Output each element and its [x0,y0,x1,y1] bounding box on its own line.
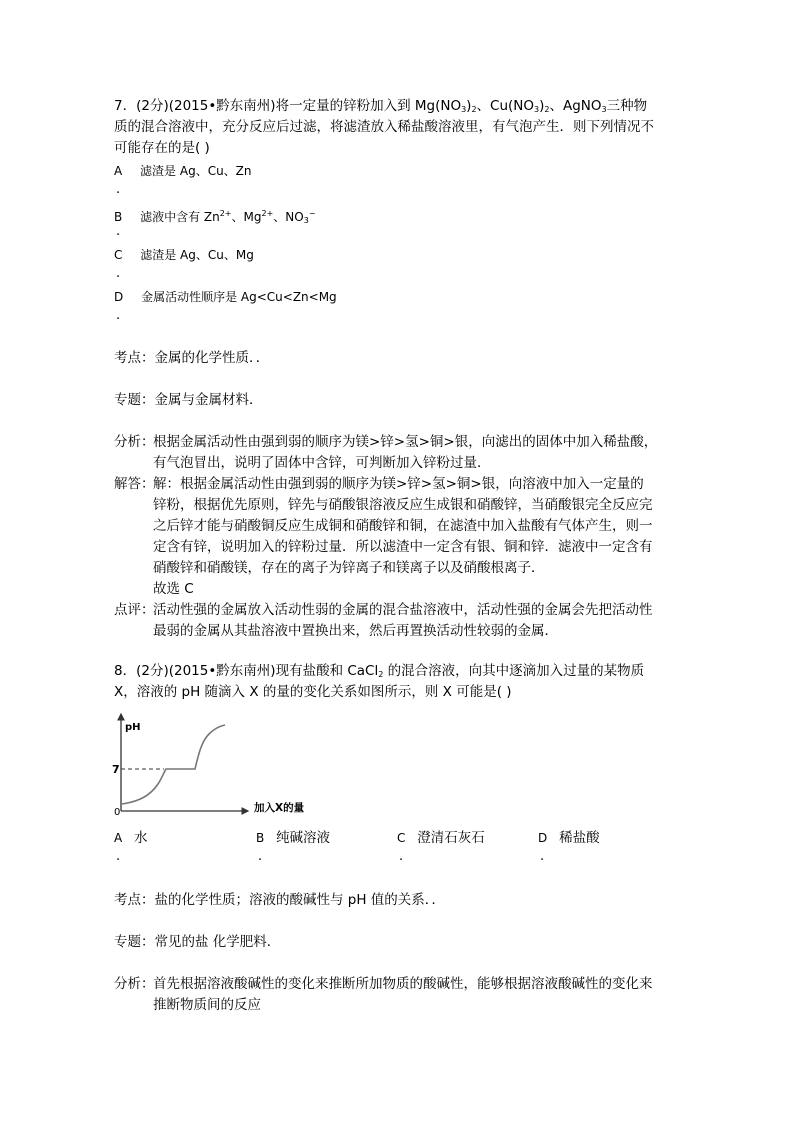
q8-option-a[interactable] [114,828,148,849]
y-axis-label: pH [125,722,141,733]
q8-option-b[interactable] [256,828,330,849]
option-dot: . [258,849,263,864]
sup: 2+ [219,209,232,218]
text-pre: 滤液中含有 Zn [140,210,220,224]
q7-jieda-line: 锌粉，根据优先原则，锌先与硝酸银溶液反应生成银和硝酸锌，当硝酸银完全反应完 [153,497,653,513]
q8-fenxi-label: 分析： [114,976,155,992]
x-axis-label: 加入X的量 [254,802,305,814]
option-text [140,210,315,224]
option-dot: . [116,224,121,239]
q7-jieda-line: 之后锌才能与硝酸铜反应生成铜和硝酸锌和铜，在滤渣中加入盐酸有气体产生，则一 [153,518,653,534]
q7-jieda-line: 定含有锌，说明加入的锌粉过量．所以滤渣中一定含有银、铜和锌．滤液中一定含有 [153,539,653,555]
q7-option-b[interactable] [114,203,316,231]
q7-kaodian: 考点：金属的化学性质．． [114,350,270,366]
option-dot: . [540,849,545,864]
q7-dianping-line: 活动性强的金属放入活动性弱的金属的混合盐溶液中，活动性强的金属会先把活动性 [153,602,653,618]
option-text: 稀盐酸 [559,830,600,846]
q7-fenxi-line: 根据金属活动性由强到弱的顺序为镁>锌>氢>铜>银，向滤出的固体中加入稀盐酸， [153,434,658,450]
option-letter: B [114,210,123,224]
q7-number: 7．(2分)(2015•黔东南州) [114,98,276,114]
option-text: 澄清石灰石 [417,830,485,846]
option-letter: B [256,831,265,845]
text-mid: 、NO [273,210,304,224]
sub: 2 [378,670,384,679]
q7-fenxi-label: 分析： [114,434,155,450]
option-text: 纯碱溶液 [276,830,331,846]
q7-jieda-line: 解：根据金属活动性由强到弱的顺序为镁>锌>氢>铜>银，向溶液中加入一定量的 [153,476,644,492]
q8-option-d[interactable] [538,828,600,849]
q8-line-2: X，溶液的 pH 随滴入 X 的量的变化关系如图所示，则 X 可能是( ) [114,684,512,700]
q8-option-c[interactable] [397,828,485,849]
option-letter: A [114,164,123,178]
option-text: 滤渣是 Ag、Cu、Mg [140,248,254,262]
q8-kaodian: 考点：盐的化学性质；溶液的酸碱性与 pH 值的关系．． [114,892,446,908]
q7-stem-b: 三种物 [606,98,648,114]
option-dot: . [116,266,121,281]
sub: 3 [303,216,309,225]
q7-line-2: 质的混合溶液中，充分反应后过滤，将滤渣放入稀盐酸溶液里，有气泡产生．则下列情况不 [114,119,654,135]
sup: 2+ [261,209,274,218]
paren: ) [539,98,545,114]
q7-dianping-label: 点评： [114,602,155,618]
ag-part: 、AgNO [549,98,602,114]
option-text: 水 [134,830,148,846]
ph-graph [112,708,342,820]
sub: 3 [534,105,540,114]
q7-option-c[interactable] [114,245,254,266]
option-text: 金属活动性顺序是 Ag<Cu<Zn<Mg [141,290,337,304]
text-mid: 、Mg [231,210,262,224]
option-letter: C [114,248,123,262]
sup: − [308,209,316,218]
q8-line1-pre: 8．(2分)(2015•黔东南州)现有盐酸和 CaCl [114,663,379,679]
q7-jieda-line: 硝酸锌和硝酸镁，存在的离子为锌离子和镁离子以及硝酸根离子． [153,560,545,576]
ph-curve [121,725,225,804]
q7-line-3: 可能存在的是( ) [114,140,210,156]
q8-line1-post: 的混合溶液，向其中逐滴加入过量的某物质 [383,663,645,679]
option-letter: D [538,831,548,845]
option-letter: A [114,831,123,845]
sub: 3 [461,105,467,114]
sub: 2 [471,105,477,114]
q8-fenxi-line: 首先根据溶液酸碱性的变化来推断所加物质的酸碱性，能够根据溶液酸碱性的变化来 [153,976,653,992]
paren: ) [466,98,472,114]
q7-dianping-line: 最弱的金属从其盐溶液中置换出来，然后再置换活动性较弱的金属． [153,623,558,639]
option-dot: . [399,849,404,864]
origin-label: 0 [114,807,121,818]
sep: 、 [476,98,491,114]
y-tick-7: 7 [112,763,120,776]
q7-stem-a: 将一定量的锌粉加入到 Mg(NO [275,98,462,114]
sub: 2 [544,105,550,114]
q7-zhuanti: 专题：金属与金属材料． [114,392,263,408]
q8-zhuanti: 专题：常见的盐 化学肥料． [114,934,281,950]
option-text: 滤渣是 Ag、Cu、Zn [140,164,252,178]
q7-option-d[interactable] [114,287,337,308]
sub: 3 [601,105,607,114]
option-dot: . [116,308,121,323]
option-dot: . [116,849,121,864]
option-dot: . [116,182,121,197]
q8-fenxi-line: 推断物质间的反应 [153,997,261,1013]
q7-jieda-label: 解答： [114,476,155,492]
option-letter: D [114,290,124,304]
q7-option-a[interactable] [114,161,252,182]
option-letter: C [397,831,406,845]
q7-fenxi-line: 有气泡冒出，说明了固体中含锌，可判断加入锌粉过量． [153,455,491,471]
q7-jieda-line: 故选 C [153,581,194,597]
cu-part: Cu(NO [490,98,535,114]
